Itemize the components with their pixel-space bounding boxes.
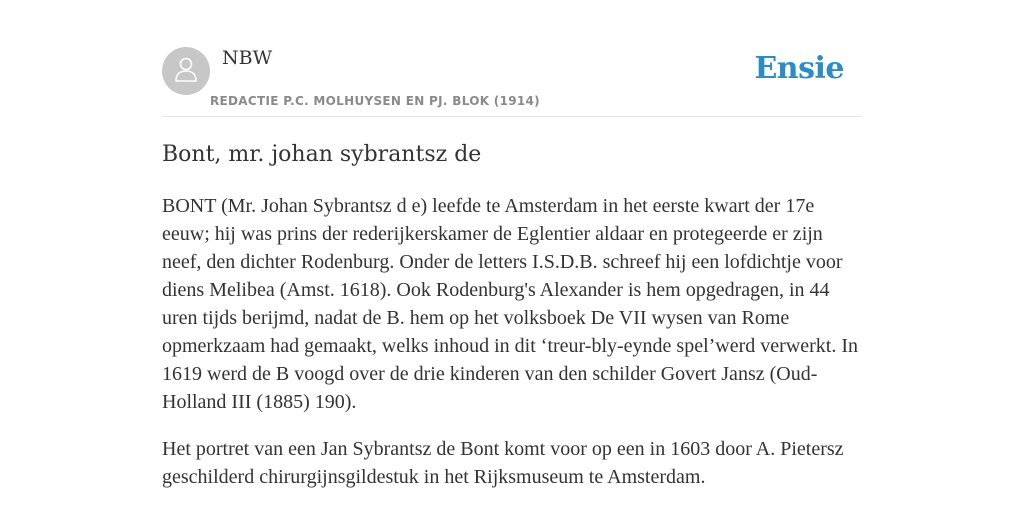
article-paragraph: Het portret van een Jan Sybrantsz de Bont komt voor op een in 1603 door A. Pietersz geschilderd chirurgijnsgildestuk in het Rijksmuseum te Amsterdam. <box>162 438 844 488</box>
header <box>162 0 862 117</box>
brand-logo[interactable]: Ensie <box>754 51 844 86</box>
article-paragraph: BONT (Mr. Johan Sybrantsz d e) leefde te Amsterdam in het eerste kwart der 17e eeuw; hij was prins der rederijkerskamer de Eglentier aldaar en protegeerde er zijn neef, den dichter Rodenburg. Onder de letters I.S.D.B. schreef hij een lofdichtje voor diens Melibea (Amst. 1618). Ook Rodenburg's Alexander is hem opgedragen, in 44 uren tijds berijmd, nadat de B. hem op het volksboek De VII wysen van Rome opmerkzaam had gemaakt, welks inhoud in dit ‘treur-bly-eynde spel’werd verwerkt. In 1619 werd de B voogd over de drie kinderen van den schilder Govert Jansz (Oud-Holland III (1885) 190). <box>162 195 859 413</box>
author-avatar[interactable] <box>162 47 210 95</box>
article-body <box>162 192 862 510</box>
user-icon <box>173 55 199 88</box>
article-title: Bont, mr. johan sybrantsz de <box>162 142 482 167</box>
author-name[interactable]: NBW <box>222 47 273 69</box>
source-label: REDACTIE P.C. MOLHUYSEN EN PJ. BLOK (1914) <box>210 94 540 108</box>
